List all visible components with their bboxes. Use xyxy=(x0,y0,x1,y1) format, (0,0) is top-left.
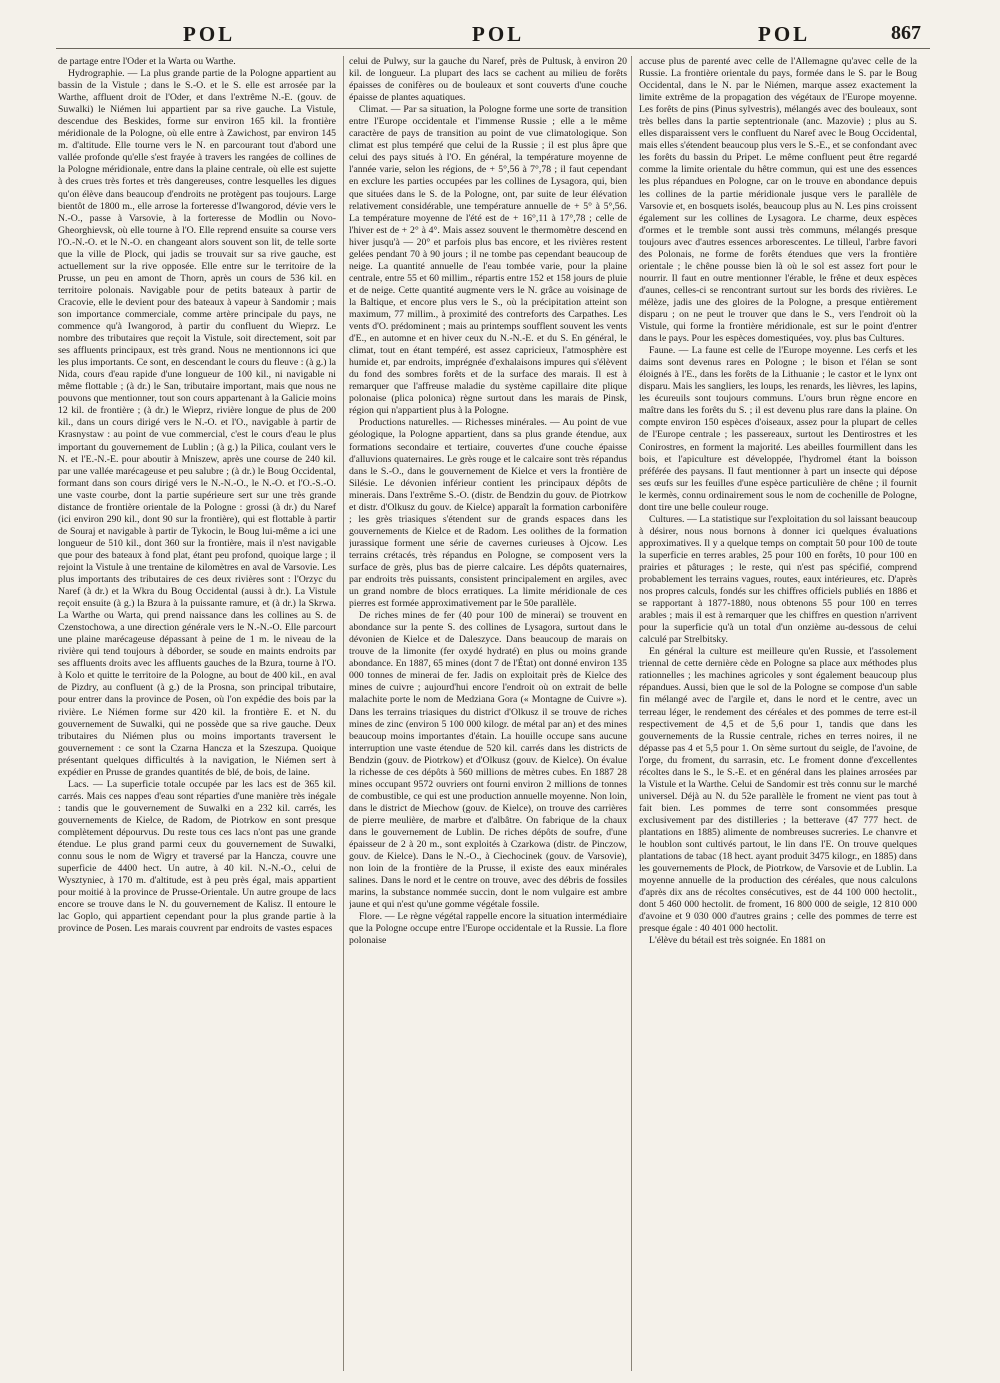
text-column-1 xyxy=(58,56,336,1374)
paragraph-lacs: Lacs. — La superficie totale occupée par les lacs est de 365 kil. carrés. Mais ces nappes d'eau sont réparties d'une manière très inégale : tandis que le gouvernement de Suwalki en a 232 kil. carrés, les gouvernements de Kielce, de Radom, de Piotrkow en sont presque complètement dépourvus. Du reste tous ces lacs n'ont pas une grande étendue. Le plus grand parmi ceux du gouvernement de Suwalki, connu sous le nom de Wigry et traversé par la Hancza, couvre une superficie de 4400 hect. Un autre, à 40 kil. N.-N.-O., celui de Wysztyniec, à 170 m. d'altitude, est à peu près égal, mais appartient pour moitié à la province de Prusse-Orientale. Un autre groupe de lacs encore se trouve dans le N. du gouvernement de Kalisz. Il entoure le lac Goplo, qui appartient cependant pour la plus grande partie à la province de Posen. Les marais couvrent par endroits de vastes espaces xyxy=(58,778,336,935)
paragraph: celui de Pulwy, sur la gauche du Naref, près de Pultusk, à environ 20 kil. de longueur. La plupart des lacs se cachent au milieu de forêts épaisses de conifères ou de bouleaux et sont couverts d'une couche épaisse de plantes aquatiques. xyxy=(349,56,627,104)
paragraph: accuse plus de parenté avec celle de l'Allemagne qu'avec celle de la Russie. La frontière orientale du pays, formée dans le S. par le Boug Occidental, dans le N. par le Niémen, marque assez exactement la limite extrême de la propagation des végétaux de l'Europe moyenne. Les forêts de pins (Pinus sylvestris), mélangés avec des bouleaux, sont très belles dans la partie septentrionale (anc. Mazovie) ; plus au S. elles disparaissent vers le confluent du Naref avec le Boug Occidental, mais elles s'étendent beaucoup plus vers le S.-E., et se confondant avec les forêts du bassin du Pripet. Le même confluent peut être regardé comme la limite orientale du hêtre commun, qui est une des essences les plus répandues en Pologne, car on le trouve en abondance depuis les collines de la partie méridionale jusque vers le parallèle de Varsovie et, en bosquets isolés, beaucoup plus au N. Les pins croissent également sur les collines de Lysagora. Le charme, deux espèces d'ormes et le tremble sont aussi très communs, mélangés presque toujours avec d'autres essences arborescentes. Le tilleul, l'arbre favori des Polonais, ne forme de forêts étendues que vers la frontière orientale ; le chêne pousse bien là où le sol est assez fort pour le nourrir. Il faut en outre mentionner l'érable, le frêne et deux espèces d'aunes, celles-ci se rencontrant surtout sur les bords des rivières. Le mélèze, jadis une des gloires de la Pologne, a presque entièrement disparu ; on ne peut le trouver que dans le S., vers l'endroit où la Vistule, qui forme la frontière méridionale, est sur le point d'entrer dans le pays. Pour les espèces domestiquées, voy. plus bas Cultures. xyxy=(639,56,917,345)
paragraph-culture-general: En général la culture est meilleure qu'en Russie, et l'assolement triennal de cette dernière cède en Pologne sa place aux méthodes plus rationnelles ; les machines agricoles y sont également beaucoup plus répandues. Aussi, bien que le sol de la Pologne se compose d'un sable fin mélangé avec de l'argile et, dans le nord et le centre, avec un terreau léger, le rendement des céréales et des pommes de terre est-il respectivement de 4,5 et de 5,6 pour 1, tandis que dans les gouvernements de la Russie centrale, riches en terres noires, il ne dépasse pas 4 et 5,5 pour 1. On sème surtout du seigle, de l'avoine, de l'orge, du froment, du sarrasin, etc. Le froment donne d'excellentes récoltes dans le S., le S.-E. et en général dans les plaines arrosées par la Vistule et la Warthe. Celui de Sandomir est très connu sur le marché universel. Déjà au N. du 52e parallèle le froment ne vient pas tout à fait bien. Les pommes de terre sont consommées presque exclusivement par des distilleries ; la betterave (47 777 hect. de plantations en 1885) alimente de nombreuses sucreries. Le chanvre et le houblon sont cultivés partout, le lin dans l'E. On trouve quelques plantations de tabac (18 hect. ayant produit 3475 kilogr., en 1885) dans les gouvernements de Plock, de Piotrkow, de Varsovie et de Lublin. La moyenne annuelle de la production des céréales, que nous calculons d'après dix ans de récoltes consécutives, est de 44 100 000 hectolit., dont 5 460 000 hectolit. de froment, 16 800 000 de seigle, 12 810 000 d'avoine et 9 030 000 d'autres grains ; celle des pommes de terre est presque égale : 40 401 000 hectolit. xyxy=(639,646,917,935)
text-column-3 xyxy=(639,56,917,1374)
text-column-2 xyxy=(349,56,627,1374)
header-rule xyxy=(56,48,930,49)
paragraph-cultures: Cultures. — La statistique sur l'exploitation du sol laissant beaucoup à désirer, nous nous bornons à donner ici quelques évaluations approximatives. Il y a quelque temps on comptait 50 pour 100 de toute la superficie en terres arables, 25 pour 100 en forêts, 10 pour 100 en prairies et pâturages ; le reste, qui n'est pas spécifié, comprend probablement les terrains vagues, routes, eaux intérieures, etc. D'après nos propres calculs, fondés sur les chiffres officiels publiés en 1886 et se rapportant à 1877-1880, nous obtenons 55 pour 100 en terres arables ; mais il est à remarquer que les chiffres en question n'arrivent pour la superficie qu'à un total d'un onzième au-dessous de celui calculé par Strelbitsky. xyxy=(639,513,917,646)
paragraph-climat: Climat. — Par sa situation, la Pologne forme une sorte de transition entre l'Europe occidentale et l'immense Russie ; elle a le même caractère de pays de transition au point de vue climatologique. Son climat est plus tempéré que celui de la Russie ; il est plus âpre que celui des pays situés à l'O. En général, la température moyenne de l'année varie, selon les régions, de + 5°,56 à 7°,78 ; il faut cependant en exclure les parties occupées par les collines de Lysagora, qui, bien que situées dans le S. de la Pologne, ont, par suite de leur élévation relativement considérable, une température annuelle de + 5° à 5°,56. La température moyenne de l'été est de + 16°,11 à 17°,78 ; celle de l'hiver est de + 2° à 4°. Mais assez souvent le thermomètre descend en hiver jusqu'à — 20° et parfois plus bas encore, et les rivières restent gelées pendant 70 à 90 jours ; il ne tombe pas cependant beaucoup de neige. La quantité annuelle de l'eau tombée varie, pour la plaine centrale, entre 55 et 60 millim., répartis entre 152 et 158 jours de pluie et de neige. Cette quantité augmente vers le N. grâce au voisinage de la Baltique, et encore plus vers le S., où la précipitation atteint son maximum, 77 millim., à proximité des contreforts des Carpathes. Les vents d'O. prédominent ; mais au printemps soufflent souvent les vents d'E., en automne et en hiver ceux du N.-N.-E. et du S. En général, le climat, tout en étant tempéré, est assez capricieux, l'atmosphère est humide et, par endroits, imprégnée d'exhalaisons impures qui s'élèvent du fond des sombres forêts et de la surface des marais. Il est à remarquer que l'affreuse maladie du système capillaire dite plique polonaise (plica polonica) règne surtout dans les marais de Pinsk, région qui n'appartient plus à la Pologne. xyxy=(349,104,627,417)
paragraph-betail: L'élève du bétail est très soignée. En 1881 on xyxy=(649,935,826,947)
headword-center: POL xyxy=(472,22,525,46)
headword-left: POL xyxy=(183,22,236,46)
paragraph-hydrographie: Hydrographie. — La plus grande partie de la Pologne appartient au bassin de la Vistule ; dans le S.-O. et le S. elle est arrosée par la Warthe, affluent droit de l'Oder, et dans l'extrême N.-E. (gouv. de Suwalki) le Niémen lui appartient par sa rive gauche. La Vistule, descendue des Beskides, forme sur environ 165 kil. la frontière méridionale de la Pologne, où elle entre à Zawichost, par environ 145 m. d'altitude. Elle tourne vers le N. en parcourant tout d'abord une vallée profonde qu'elle s'est frayée à travers les rangées de collines de la Pologne méridionale, entre dans la plaine centrale, où elle est sujette à des crues très fortes et très dangereuses, contre lesquelles les digues qu'on élève dans beaucoup d'endroits ne protègent pas toujours. Large bientôt de 1800 m., elle arrose la forteresse d'Iwangorod, dévie vers le N.-O., passe à Varsovie, à la forteresse de Modlin ou Novo-Gheorghievsk, où elle tourne à l'O. Elle reprend ensuite sa course vers l'O.-N.-O. et le N.-O. en changeant alors souvent son lit, de telle sorte que la ville de Plock, qui jadis se trouvait sur sa rive gauche, est actuellement sur la rive opposée. Elle entre sur le territoire de la Prusse, un peu en amont de Thorn, après un cours de 536 kil. en territoire polonais. Navigable pour de petits bateaux à partir de Cracovie, elle le devient pour des bateaux à vapeur à Sandomir ; mais son importance commerciale, comme artère principale du pays, ne commence qu'à Iwangorod, à partir du confluent du Wieprz. Le nombre des tributaires que reçoit la Vistule, soit directement, soit par ses affluents principaux, est très grand. Nous ne mentionnons ici que les plus importants. Ce sont, en descendant le cours du fleuve : (à g.) la Nida, cours d'eau rapide d'une longueur de 100 kil., ni navigable ni même flottable ; (à dr.) le San, tributaire important, mais que nous ne pouvons que mentionner, tout son cours appartenant à la Galicie moins 12 kil. de frontière ; (à dr.) le Wieprz, rivière longue de plus de 200 kil., dans un cours dirigé vers le N.-O. et l'O., navigable à partir de Krasnystaw : au point de vue commercial, c'est le cours d'eau le plus important du gouvernement de Lublin ; (à g.) la Pilica, coulant vers le N. et l'E.-N.-E. pour aboutir à Mniszew, après une course de 240 kil. par une vallée marécageuse et peu salubre ; (à dr.) le Boug Occidental, formant dans son cours dirigé vers le N.-N.-O., le N.-O. et l'O.-S.-O. une vaste courbe, dont la partie supérieure sert sur une très grande distance de frontière orientale de la Pologne : grossi (à dr.) du Naref (ici environ 290 kil., dont 90 sur la frontière), qui est flottable à partir de Souraj et navigable à partir de Tykocin, le Boug lui-même a ici une longueur de 510 kil., dont 360 sur la frontière, mais il n'est navigable que pour des bateaux à fond plat, étant peu profond, quoique large ; il rejoint la Vistule à une trentaine de kilomètres en aval de Varsovie. Les plus importants des tributaires de ces deux rivières sont : l'Orzyc du Naref (à dr.) et la Wkra du Boug Occidental (aussi à dr.). La Vistule reçoit ensuite (à g.) la Bzura à la puissante ramure, et (à dr.) la Skrwa. La Warthe ou Warta, qui prend naissance dans les collines au S. de Czenstochowa, a une direction générale vers le N.-N.-O. Elle parcourt une plaine marécageuse dépassant à peine de 1 m. le niveau de la rivière qui tend toujours à déborder, se soude en maints endroits par ses affluents droits avec les affluents gauches de la Bzura, tourne à l'O. à Kolo et quitte le territoire de la Pologne, au bout de 400 kil., en aval de Pizdry, au confluent (à g.) de la Prosna, son principal tributaire, pour entrer dans la province de Posen, où l'on expédie des bois par la rivière. Le Niémen forme sur 420 kil. la frontière E. et N. du gouvernement de Suwalki, qui ne possède que sa rive gauche. Deux tributaires du Niémen plus ou moins importants traversent le gouvernement : ce sont la Czarna Hancza et la Szeszupa. Quoique présentant quelques difficultés à la navigation, le Niémen sert à expédier en Prusse de grandes quantités de blé, de bois, de laine. xyxy=(58,68,336,778)
paragraph-productions: Productions naturelles. — Richesses minérales. — Au point de vue géologique, la Pologne appartient, dans sa plus grande étendue, aux formations secondaire et tertiaire, couvertes d'une couche épaisse d'alluvions quaternaires. Le grès rouge et le calcaire sont très répandus dans le S.-O., dans le gouvernement de Kielce et vers la frontière de Silésie. Le dévonien inférieur contient les principaux dépôts de minerais. Dans l'extrême S.-O. (distr. de Bendzin du gouv. de Piotrkow et distr. d'Olkusz du gouv. de Kielce) apparaît la formation carbonifère ; les grès triasiques s'étendent sur de grands espaces dans les gouvernements de Kielce et de Radom. Les oolithes de la formation jurassique forment une série de cavernes curieuses à Ojcow. Les terrains crétacés, très répandus en Pologne, se composent vers la surface de grès, plus bas de pierre calcaire. Les dépôts quaternaires, par endroits très puissants, consistent principalement en argiles, avec un grand nombre de blocs erratiques. La limite méridionale de ces pierres est formée approximativement par le 50e parallèle. xyxy=(349,417,627,610)
column-divider-1 xyxy=(343,56,344,1371)
headword-right: POL xyxy=(758,22,811,46)
paragraph-faune: Faune. — La faune est celle de l'Europe moyenne. Les cerfs et les daims sont devenus rares en Pologne ; le bison et l'élan se sont éloignés à l'E., dans les forêts de la Lithuanie ; le castor et le lynx ont disparu. Mais les sangliers, les loups, les renards, les lièvres, les lapins, les écureuils sont toujours communs. L'ours brun règne encore en maître dans les forêts du S. ; il est devenu plus rare dans la plaine. On compte environ 150 espèces d'oiseaux, assez pour la plupart de celles de l'Europe centrale ; les passereaux, surtout les Dentirostres et les Conirostres, en forment la majorité. Les abeilles fourmillent dans les bois, et l'apiculture est développée, l'hydromel étant la boisson préférée des paysans. Il faut mentionner à part un insecte qui dépose ses œufs sur les feuilles d'une espèce particulière de chêne ; il fournit le kermès, connu ordinairement sous le nom de cochenille de Pologne, dont tire une belle couleur rouge. xyxy=(639,345,917,513)
running-header xyxy=(0,22,1000,54)
paragraph-mines: De riches mines de fer (40 pour 100 de minerai) se trouvent en abondance sur la pente S. des collines de Lysagora, surtout dans le dévonien de Kielce et de Daleszyce. Dans beaucoup de marais on trouve de la limonite (fer oxydé hydraté) en plus ou moins grande abondance. En 1887, 65 mines (dont 7 de l'État) ont donné environ 135 000 tonnes de minerai de fer. Jadis on exploitait près de Kielce des mines de cuivre ; aujourd'hui encore l'endroit où on extrait de belle malachite porte le nom de Medziana Gora (« Montagne de Cuivre »). Dans les terrains triasiques du district d'Olkusz il se trouve de riches mines de zinc (environ 5 100 000 kilogr. de métal par an) et des mines beaucoup moins importantes d'étain. La houille occupe sans aucune interruption une vaste étendue de 520 kil. carrés dans les districts de Bendzin (gouv. de Piotrkow) et d'Olkusz (gouv. de Kielce). On évalue la richesse de ces dépôts à 560 millions de mètres cubes. En 1887 28 mines occupant 9572 ouvriers ont fourni environ 2 millions de tonnes de combustible, ce qui est une production annuelle moyenne. Non loin, dans le district de Miechow (gouv. de Kielce), on trouve des carrières de pierre meulière, de marbre et d'albâtre. On fabrique de la chaux dans le gouvernement de Lublin. De riches dépôts de soufre, d'une épaisseur de 2 à 20 m., sont exploités à Czarkowa (distr. de Pinczow, gouv. de Kielce). Dans le N.-O., à Ciechocinek (gouv. de Varsovie), non loin de la frontière de la Prusse, il existe des eaux minérales salines. Dans le nord et le centre on trouve, avec des débris de fossiles marins, la substance nommée succin, dont le nom vulgaire est ambre jaune et qui n'est qu'une gomme végétale fossile. xyxy=(349,610,627,911)
column-divider-2 xyxy=(631,56,632,1371)
paragraph: de partage entre l'Oder et la Warta ou Warthe. xyxy=(58,56,236,67)
page-number: 867 xyxy=(891,22,921,44)
paragraph-flore: Flore. — Le règne végétal rappelle encore la situation intermédiaire que la Pologne occupe entre l'Europe occidentale et la Russie. La flore polonaise xyxy=(349,911,627,947)
